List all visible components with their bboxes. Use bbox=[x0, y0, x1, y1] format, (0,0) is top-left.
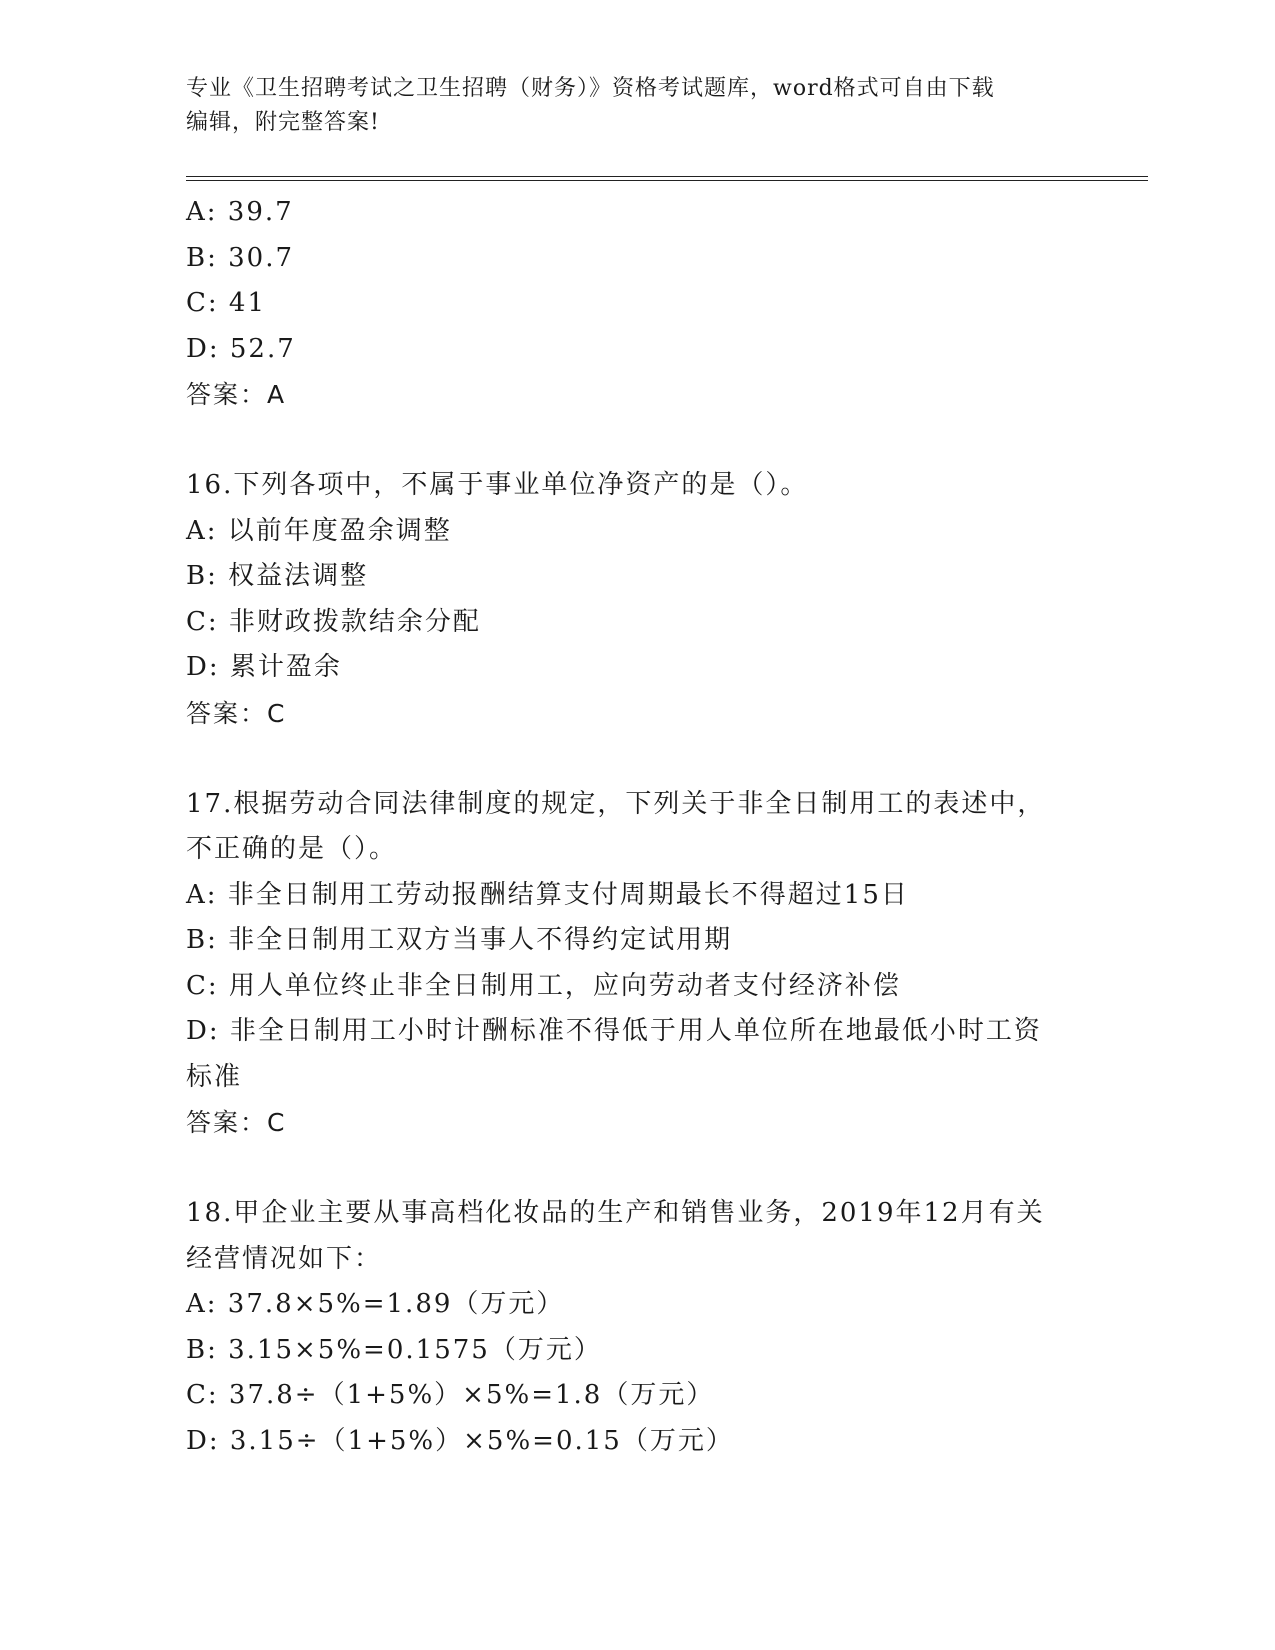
answer: 答案：A bbox=[186, 380, 287, 409]
question-list bbox=[186, 190, 1086, 1464]
option-c: C: 用人单位终止非全日制用工，应向劳动者支付经济补偿 bbox=[186, 970, 901, 1001]
header-line-1: 专业《卫生招聘考试之卫生招聘（财务）》资格考试题库，word格式可自由下载 bbox=[186, 76, 995, 101]
option-b: B: 3.15×5%=0.1575（万元） bbox=[186, 1334, 602, 1365]
spacer bbox=[186, 736, 1086, 782]
spacer bbox=[186, 418, 1086, 464]
question-16 bbox=[186, 463, 1086, 736]
option-d-line-1: D: 非全日制用工小时计酬标准不得低于用人单位所在地最低小时工资 bbox=[186, 1016, 1042, 1046]
question-stem: 16.下列各项中，不属于事业单位净资产的是（）。 bbox=[186, 470, 809, 500]
header-divider bbox=[186, 176, 1148, 181]
option-b: B: 非全日制用工双方当事人不得约定试用期 bbox=[186, 925, 733, 955]
question-stem-line-2: 经营情况如下： bbox=[186, 1243, 383, 1274]
option-d: D: 52.7 bbox=[186, 333, 296, 364]
option-b: B: 30.7 bbox=[186, 242, 295, 273]
option-d-line-2: 标准 bbox=[186, 1061, 243, 1092]
option-d: D: 累计盈余 bbox=[186, 652, 342, 682]
option-a: A: 非全日制用工劳动报酬结算支付周期最长不得超过15日 bbox=[186, 879, 909, 910]
option-c: C: 41 bbox=[186, 288, 267, 318]
header-line-2: 编辑，附完整答案! bbox=[186, 110, 380, 135]
option-a: A: 以前年度盈余调整 bbox=[186, 515, 452, 546]
option-a: A: 37.8×5%=1.89（万元） bbox=[186, 1289, 565, 1319]
answer: 答案：C bbox=[186, 1108, 287, 1137]
spacer bbox=[186, 1146, 1086, 1192]
page-header bbox=[186, 72, 1066, 140]
answer: 答案：C bbox=[186, 698, 287, 728]
option-d: D: 3.15÷（1+5%）×5%=0.15（万元） bbox=[186, 1425, 734, 1456]
question-stem-line-1: 17.根据劳动合同法律制度的规定，下列关于非全日制用工的表述中， bbox=[186, 788, 1046, 819]
option-b: B: 权益法调整 bbox=[186, 561, 369, 591]
question-18 bbox=[186, 1191, 1086, 1464]
question-stem-line-1: 18.甲企业主要从事高档化妆品的生产和销售业务，2019年12月有关 bbox=[186, 1198, 1045, 1228]
question-stem-line-2: 不正确的是（）。 bbox=[186, 834, 398, 864]
question-15 bbox=[186, 190, 1086, 418]
option-c: C: 37.8÷（1+5%）×5%=1.8（万元） bbox=[186, 1380, 715, 1410]
question-17 bbox=[186, 782, 1086, 1146]
option-c: C: 非财政拨款结余分配 bbox=[186, 606, 481, 637]
option-a: A: 39.7 bbox=[186, 197, 294, 227]
